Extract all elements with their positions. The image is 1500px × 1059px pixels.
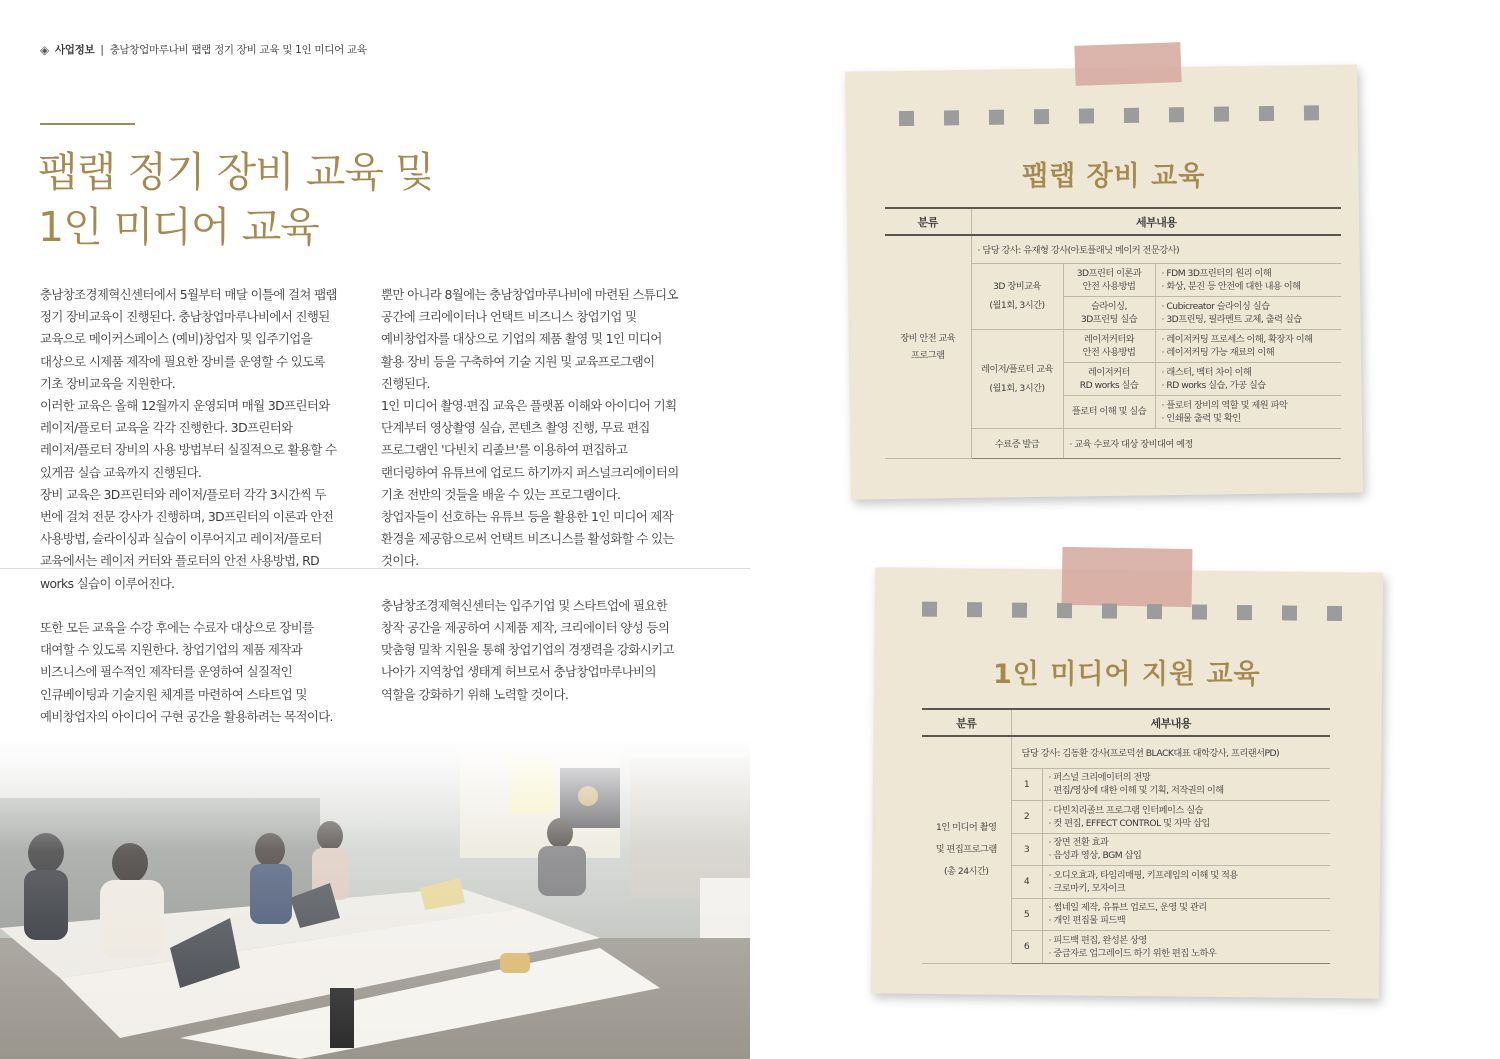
session-number: 4 [1011,866,1042,899]
body-text-line: 레이저/플로터 장비의 사용 방법부터 실질적으로 활용할 수 [40,442,337,458]
topic-cell: 레이저커터 RD works 실습 [1063,362,1155,395]
body-text-line: 창업자들이 선호하는 유튜브 등을 활용한 1인 미디어 제작 [381,509,674,525]
topic-cell: 슬라이싱, 3D프린팅 실습 [1063,296,1155,329]
header-details: 세부내용 [1011,709,1330,736]
classroom-photo-illustration [0,738,750,1059]
body-text-line: 레이저/플로터 교육을 각각 진행한다. 3D프린터와 [40,420,293,436]
header-details: 세부내용 [971,208,1341,235]
card-fablab-title: 팹랩 장비 교육 [1022,161,1206,192]
body-text-line: 랜더링하여 유튜브에 업로드 하기까지 퍼스널크리에이터의 [381,464,679,480]
session-number: 2 [1011,801,1042,834]
media-table [922,708,1330,964]
body-text-line: 대여할 수 있도록 지원한다. 창업기업의 제품 제작과 [40,642,303,658]
details-cell: · Cubicreator 슬라이싱 실습 · 3D프린팅, 필라멘트 교체, 출력 실습 [1155,296,1341,329]
topic-cell: 레이저커터와 안전 사용방법 [1063,329,1155,362]
classroom-photo [0,738,750,1059]
session-number: 6 [1011,931,1042,964]
body-text-line: 나아가 지역창업 생태계 허브로서 충남창업마루나비의 [381,664,656,680]
body-text-line: 환경을 제공함으로써 언택트 비즈니스를 활성화할 수 있는 [381,531,674,547]
header-subtitle: 충남창업마루나비 팹랩 정기 장비 교육 및 1인 미디어 교육 [109,44,367,56]
tape-decoration [1062,547,1193,607]
category-cell: 1인 미디어 촬영 및 편집프로그램 (총 24시간) [922,736,1011,963]
header-category: 분류 [922,709,1011,736]
body-text-line: 또한 모든 교육을 수강 후에는 수료자 대상으로 장비를 [40,620,314,636]
header-separator: | [100,43,104,56]
session-details: · 썸네일 제작, 유튜브 업로드, 운영 및 관리 · 개인 편집물 피드백 [1042,898,1330,931]
session-details: · 피드백 편집, 완성본 상영 · 중급자로 업그레이드 하기 위한 편집 노하우 [1042,931,1330,964]
header-section: 사업정보 [54,44,95,56]
table-row [922,736,1330,768]
table-header-row [885,208,1341,235]
session-details: · 오디오효과, 타임리매핑, 키프레임의 이해 및 적용 · 크로마키, 모자이크 [1042,866,1330,899]
body-text-line: 번에 걸쳐 전문 강사가 진행하며, 3D프린터의 이론과 안전 [40,509,334,525]
body-text-line: 기초 전반의 것들을 배울 수 있는 프로그램이다. [381,486,621,502]
body-text-line: 역할을 강화하기 위해 노력할 것이다. [381,686,569,702]
title-line-2: 1인 미디어 교육 [38,203,319,251]
body-text-line: 뿐만 아니라 8월에는 충남창업마루나비에 마련된 스튜디오 [381,287,678,302]
title-rule [40,123,135,125]
body-text-line: 장비 교육은 3D프린터와 레이저/플로터 각각 3시간씩 두 [40,486,326,502]
session-number: 5 [1011,898,1042,931]
body-text-line: 활용 장비 등을 구축하여 기술 지원 및 교육프로그램이 [381,353,655,369]
body-text-line: 충남창조경제혁신센터에서 5월부터 매달 이틀에 걸쳐 팹랩 [40,287,337,302]
paragraph-gap [381,573,679,595]
body-text-line: 대상으로 시제품 제작에 필요한 장비를 운영할 수 있도록 [40,353,325,369]
body-column-right [381,284,679,706]
body-text-line: 인큐베이팅과 기술지원 체계를 마련하여 스타트업 및 [40,686,307,702]
body-text-line: 비즈니스에 필수적인 제작터를 운영하여 실질적인 [40,664,293,680]
body-text-line: 이러한 교육은 올해 12월까지 운영되며 매월 3D프린터와 [40,398,330,414]
body-text-line: 사용방법, 슬라이싱과 실습이 이루어지고 레이저/플로터 [40,531,322,547]
body-text-line: 진행된다. [381,375,430,391]
session-details: · 다빈치리졸브 프로그램 인터페이스 실습 · 컷 편집, EFFECT CONTROL 및 자막 삽입 [1042,801,1330,834]
body-column-left [40,284,337,728]
body-text-line: 맞춤형 밀착 지원을 통해 창업기업의 경쟁력을 강화시키고 [381,642,674,658]
session-details: · 퍼스널 크리에이터의 전망 · 편집/영상에 대한 이해 및 기획, 저작권의 이해 [1042,768,1330,801]
section-divider [0,568,750,569]
body-text-line: 있게끔 실습 교육까지 진행된다. [40,464,202,480]
certificate-label: 수료증 발급 [971,428,1063,458]
details-cell: · FDM 3D프린터의 원리 이해 · 화상, 분진 등 안전에 대한 내용 이해 [1155,263,1341,296]
diamond-icon: ◈ [40,42,49,57]
body-text-line: 창작 공간을 제공하여 시제품 제작, 크리에이터 양성 등의 [381,620,670,636]
certificate-detail: · 교육 수료자 대상 장비대여 예정 [1063,428,1341,458]
paragraph-gap [40,595,337,617]
table-row [885,235,1341,263]
page-header [40,42,367,57]
body-text-line: 교육에서는 레이저 커터와 플로터의 안전 사용방법, RD [40,553,320,569]
body-text-line: 예비창업자의 아이디어 구현 공간을 활용하려는 목적이다. [40,708,333,724]
table-header-row [922,709,1330,736]
topic-cell: 플로터 이해 및 실습 [1063,395,1155,428]
body-text-line: 기초 장비교육을 지원한다. [40,375,176,391]
details-cell: · 레이저커팅 프로세스 이해, 확장자 이해 · 레이저커팅 가능 재료의 이해 [1155,329,1341,362]
topic-cell: 3D프린터 이론과 안전 사용방법 [1063,263,1155,296]
body-text-line: 교육으로 메이커스페이스 (예비)창업자 및 입주기업을 [40,331,312,347]
session-details: · 장면 전환 효과 · 음성과 영상, BGM 삽입 [1042,833,1330,866]
category-cell: 장비 안전 교육 프로그램 [885,235,971,458]
tape-decoration [1074,42,1181,86]
body-text-line: works 실습이 이루어진다. [40,575,175,591]
details-cell: · 래스터, 벡터 차이 이해 · RD works 실습, 가공 실습 [1155,362,1341,395]
header-category: 분류 [885,208,971,235]
page-title [38,145,434,255]
instructor-cell: 담당 강사: 김동환 강사(프로덕션 BLACK대표 대학강사, 프리랜서PD) [1011,736,1330,768]
body-text-line: 1인 미디어 촬영·편집 교육은 플랫폼 이해와 아이디어 기획 [381,398,677,414]
instructor-cell: · 담당 강사: 유재형 강사(아토플래닛 메이커 전문강사) [971,235,1341,263]
session-number: 1 [1011,768,1042,801]
body-text-line: 충남창조경제혁신센터는 입주기업 및 스타트업에 필요한 [381,597,668,613]
body-text-line: 예비창업자를 대상으로 기업의 제품 촬영 및 1인 미디어 [381,331,662,347]
body-text-line: 단계부터 영상촬영 실습, 콘텐츠 촬영 진행, 무료 편집 [381,420,650,436]
body-text-line: 정기 장비교육이 진행된다. 충남창업마루나비에서 진행된 [40,309,330,325]
title-line-1: 팹랩 정기 장비 교육 및 [38,148,434,196]
group-name-cell: 3D 장비교육 (월1회, 3시간) [971,263,1063,329]
session-number: 3 [1011,833,1042,866]
fablab-table [885,207,1341,459]
details-cell: · 플로터 장비의 역할 및 제원 파악 · 인쇄물 출력 및 확인 [1155,395,1341,428]
body-text-line: 것이다. [381,553,419,569]
body-text-line: 공간에 크리에이터나 언택트 비즈니스 창업기업 및 [381,309,637,325]
body-text-line: 프로그램인 '다빈치 리졸브'를 이용하여 편집하고 [381,442,628,458]
card-media-title: 1인 미디어 지원 교육 [993,659,1261,690]
group-name-cell: 레이저/플로터 교육 (월1회, 3시간) [971,329,1063,428]
